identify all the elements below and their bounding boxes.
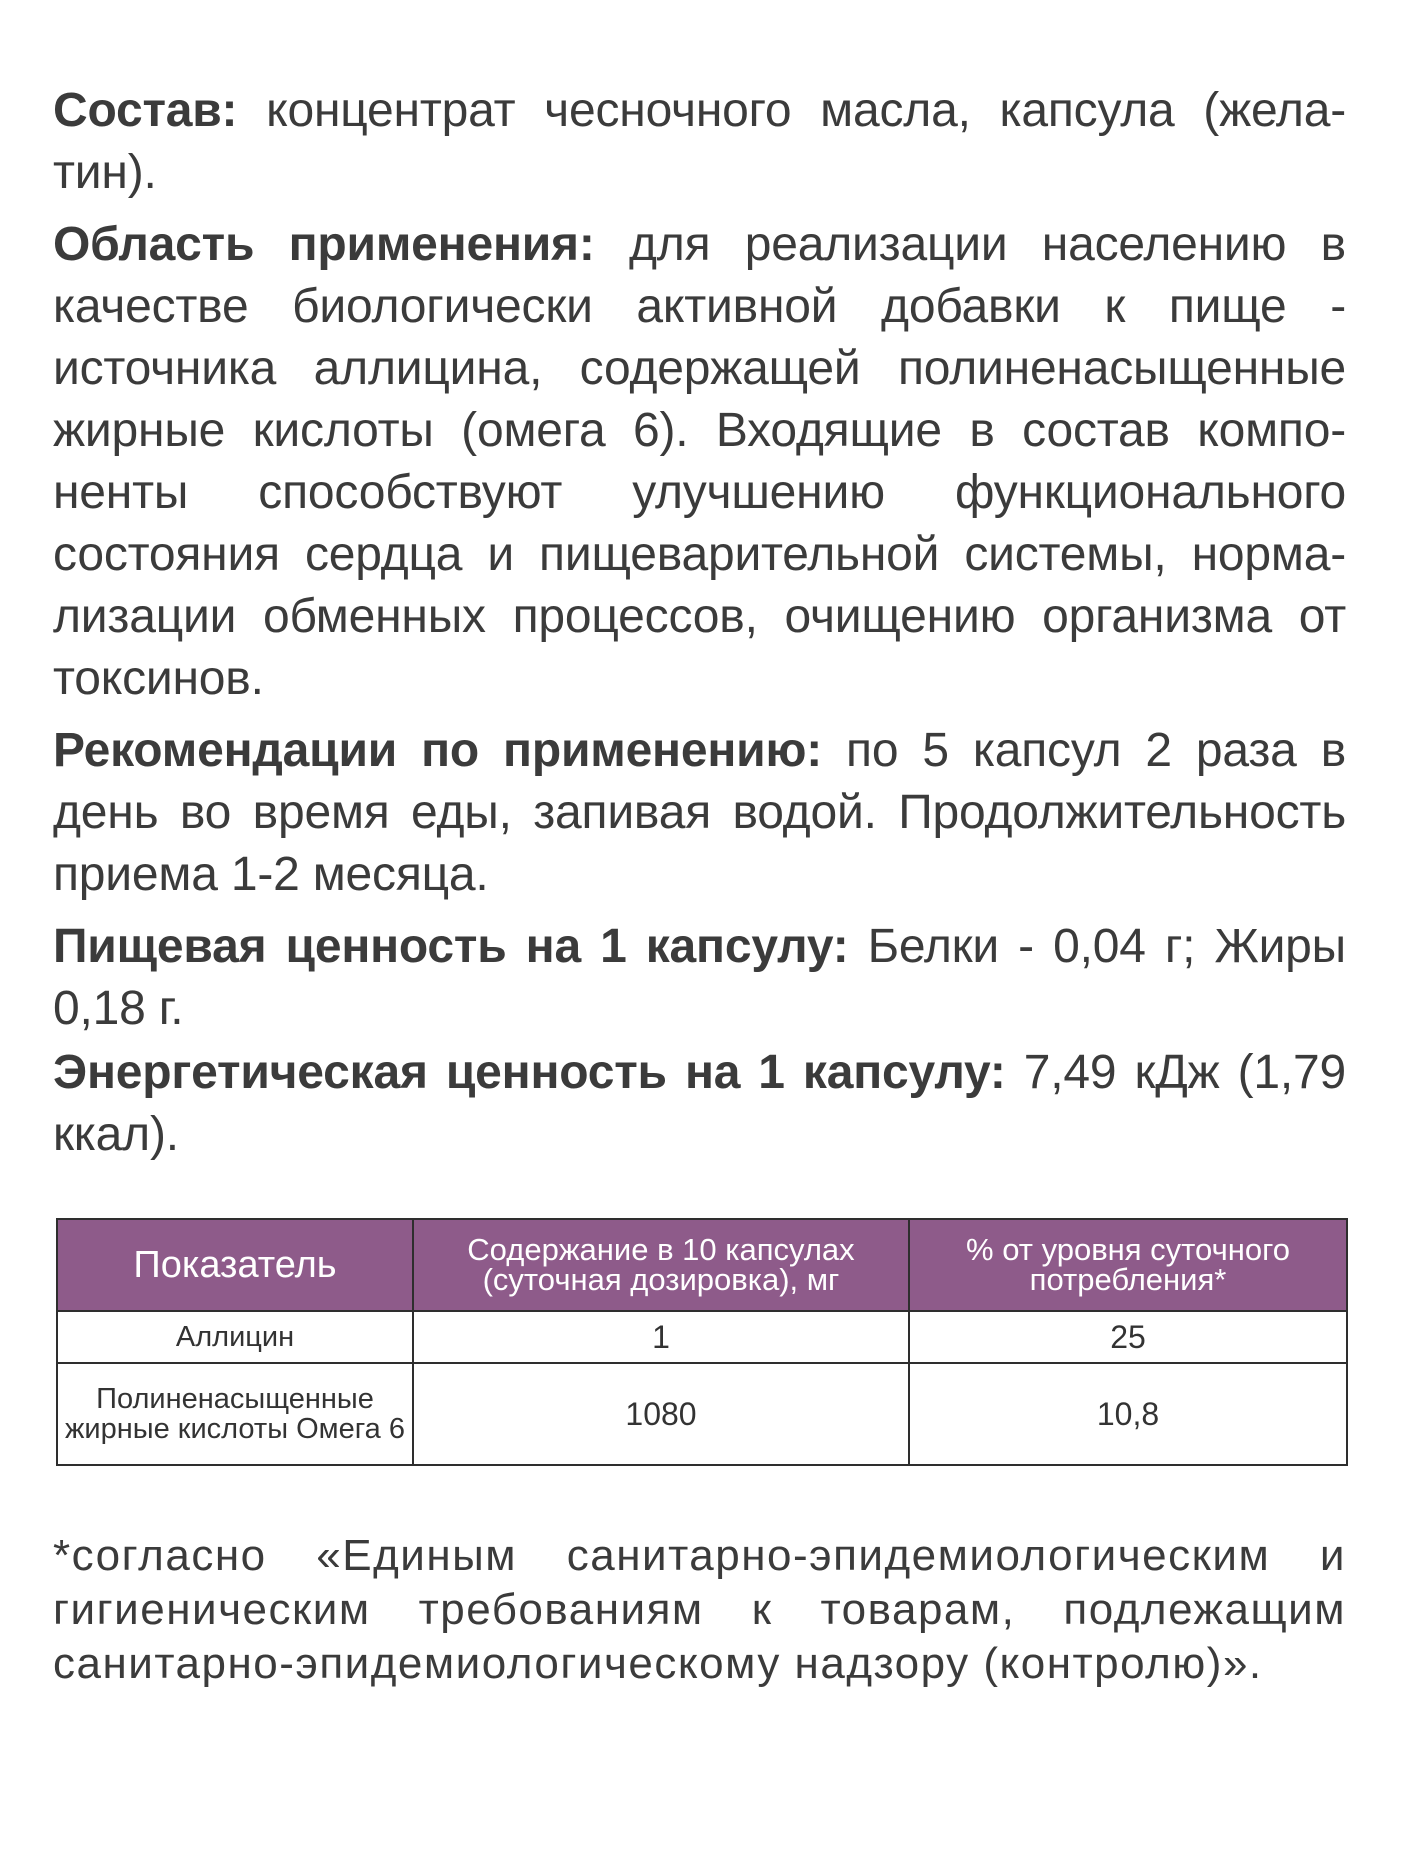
energy-label: Энергетическая ценность на 1 капсулу: <box>53 1046 1006 1099</box>
table-row <box>57 1363 1347 1465</box>
table-header-row <box>57 1219 1347 1311</box>
application-area-text: для реализации населению в качестве биологически активной добавки к пище - источника аллицина, содержащей полиненасыщенные жирные кислоты (омега 6). Входящие в состав компо-ненты способствуют улучшению функционального состояния сердца и пищеварительной системы, норма-лизации обменных процессов, очищению организма от токсинов. <box>53 218 1346 705</box>
header-indicator: Показатель <box>57 1219 413 1311</box>
row-content: 1 <box>413 1311 909 1363</box>
recommendations-paragraph <box>53 720 1346 906</box>
footnote: *согласно «Единым санитарно-эпидемиологическим и гигиеническим требованиям к товарам, подлежащим санитарно-эпидемиологическому надзору (контролю)». <box>53 1531 1346 1688</box>
energy-text: 7,49 кДж (1,79 ккал). <box>53 1046 1346 1161</box>
row-indicator: Аллицин <box>57 1311 413 1363</box>
row-indicator: Полиненасыщенные жирные кислоты Омега 6 <box>57 1363 413 1465</box>
application-area-paragraph <box>53 214 1346 710</box>
nutrition-text: Белки - 0,04 г; Жиры 0,18 г. <box>53 920 1346 1035</box>
header-content: Содержание в 10 капсулах (суточная дозировка), мг <box>413 1219 909 1311</box>
header-daily-percent: % от уровня суточного потребления* <box>909 1219 1347 1311</box>
composition-label: Состав: <box>53 84 238 137</box>
nutrient-table <box>56 1218 1348 1466</box>
row-daily-percent: 25 <box>909 1311 1347 1363</box>
composition-text: концентрат чесночного масла, капсула (жела-тин). <box>53 84 1346 199</box>
application-area-label: Область применения: <box>53 218 595 271</box>
nutrient-table-container <box>56 1218 1348 1466</box>
label-text-block <box>53 80 1346 1176</box>
row-daily-percent: 10,8 <box>909 1363 1347 1465</box>
nutrition-paragraph <box>53 916 1346 1040</box>
nutrition-label: Пищевая ценность на 1 капсулу: <box>53 920 849 973</box>
recommendations-label: Рекомендации по применению: <box>53 724 823 777</box>
recommendations-text: по 5 капсул 2 раза в день во время еды, запивая водой. Продолжительность приема 1-2 месяца. <box>53 724 1346 901</box>
energy-paragraph <box>53 1042 1346 1166</box>
row-content: 1080 <box>413 1363 909 1465</box>
composition-paragraph <box>53 80 1346 204</box>
table-row <box>57 1311 1347 1363</box>
